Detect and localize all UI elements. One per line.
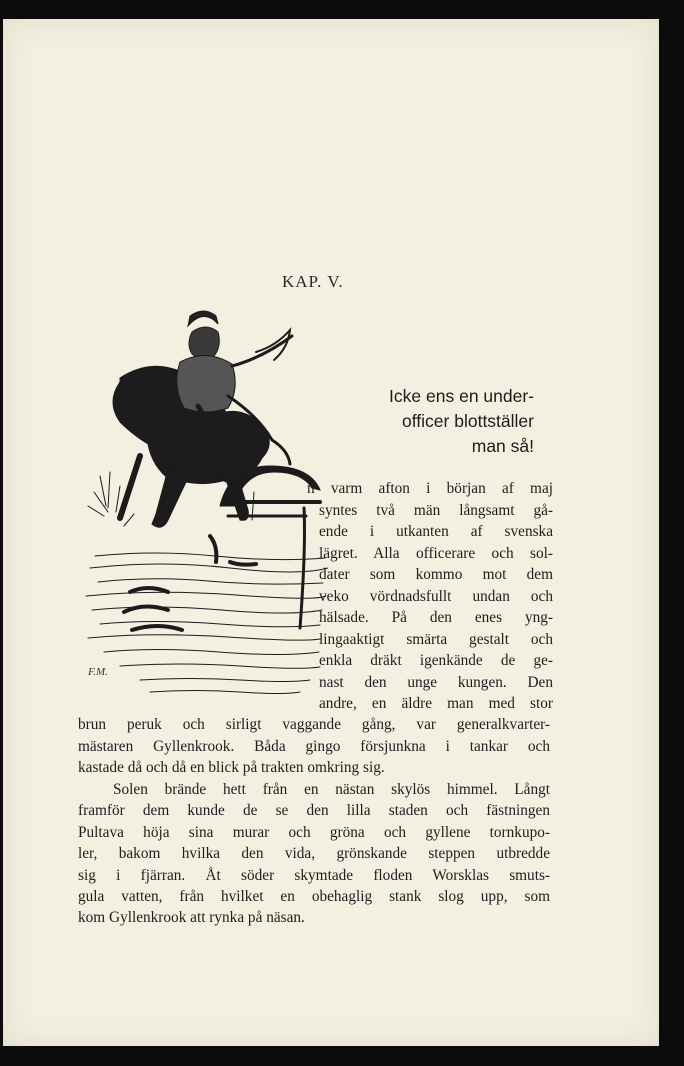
text-line: brun peruk och sirligt vaggande gång, var generalkvarter- [78, 716, 550, 733]
heading-line: officer blottställer [402, 411, 534, 431]
text-line: sig i fjärran. Åt söder skymtade floden Worsklas smuts- [78, 867, 550, 884]
text-line: andre, en äldre man med stor [319, 695, 553, 712]
text-line: kom Gyllenkrook att rynka på näsan. [78, 909, 305, 926]
heading-line: Icke ens en under- [389, 386, 534, 406]
text-line: enkla dräkt igenkände de ge- [319, 652, 553, 669]
chapter-title: KAP. V. [282, 272, 344, 291]
rider-illustration [80, 296, 328, 708]
text-line: hälsade. På den enes yng- [319, 609, 553, 626]
text-line: syntes två män långsamt gå- [319, 502, 553, 519]
text-line: kastade då och då en blick på trakten omkring sig. [78, 759, 385, 776]
text-line: ler, bakom hvilka den vida, grönskande steppen utbredde [78, 845, 550, 862]
illustrator-signature: F.M. [88, 666, 108, 678]
text-line: gula vatten, från hvilket en obehaglig stank slog upp, som [78, 888, 550, 905]
text-line: dater som kommo mot dem [319, 566, 553, 583]
text-line: ende i utkanten af svenska [319, 523, 553, 540]
text-line: lägret. Alla officerare och sol- [319, 545, 553, 562]
text-line: Pultava höja sina murar och gröna och gyllene tornkupo- [78, 824, 550, 841]
text-line: n varm afton i början af maj [307, 480, 553, 497]
heading-line: man så! [471, 436, 534, 456]
text-line: veko vördnadsfullt undan och [319, 588, 553, 605]
text-line: nast den unge kungen. Den [319, 674, 553, 691]
text-line: mästaren Gyllenkrook. Båda gingo försjunkna i tankar och [78, 738, 550, 755]
text-line: Solen brände hett från en nästan skylös himmel. Långt [113, 781, 550, 798]
text-line: lingaaktigt smärta gestalt och [319, 631, 553, 648]
section-heading [330, 384, 534, 459]
text-line: framför dem kunde de se den lilla staden och fästningen [78, 802, 550, 819]
